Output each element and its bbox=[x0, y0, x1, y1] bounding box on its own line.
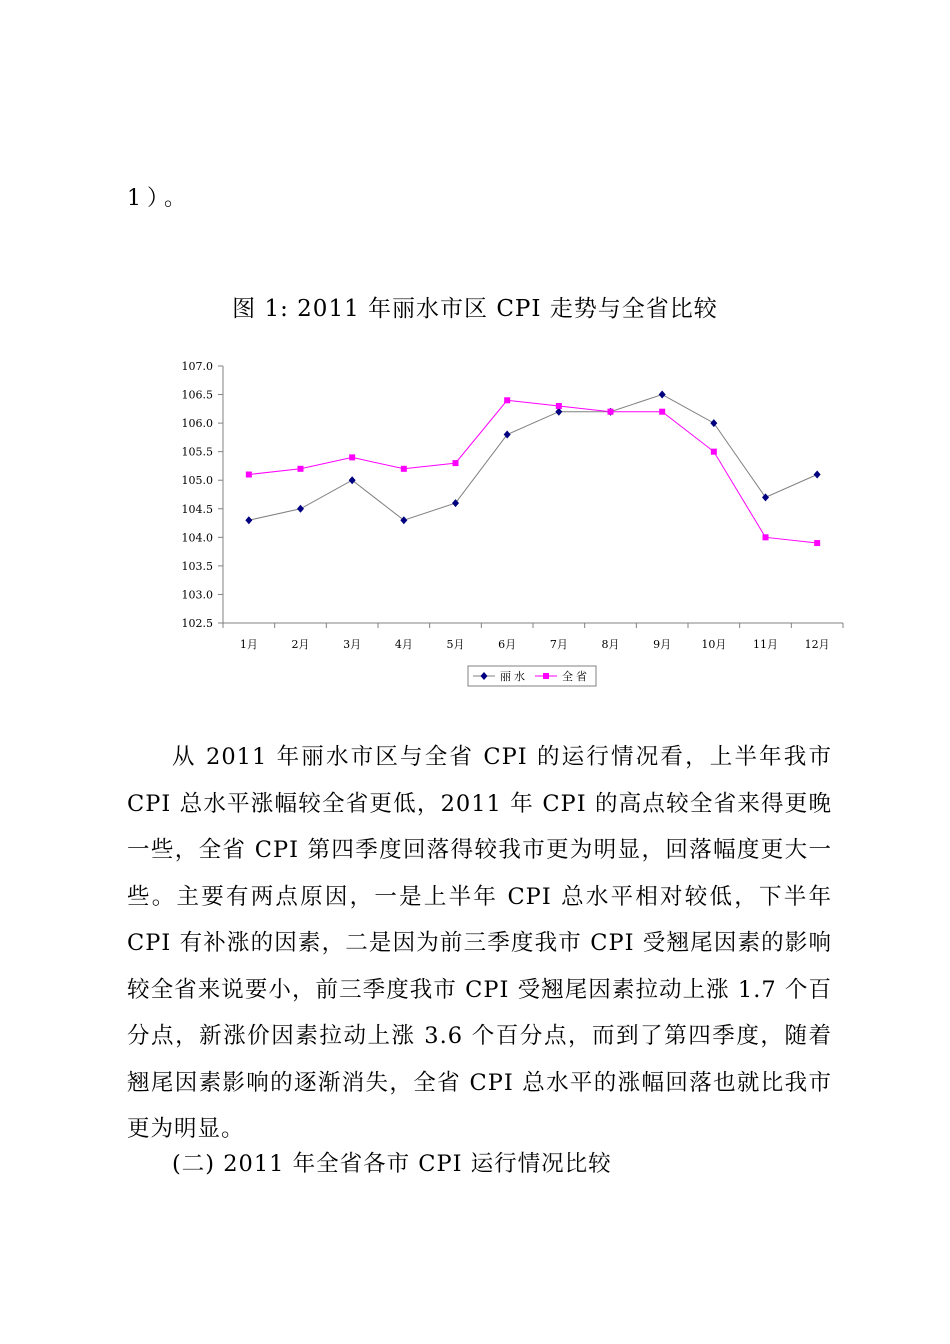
x-tick-label: 8月 bbox=[601, 638, 620, 651]
y-tick-label: 104.5 bbox=[181, 502, 213, 516]
data-point-1 bbox=[246, 472, 252, 478]
x-tick-label: 10月 bbox=[701, 638, 727, 651]
preceding-text-fragment: 1）。 bbox=[127, 186, 192, 211]
x-tick-label: 1月 bbox=[239, 638, 258, 651]
y-tick-label: 106.0 bbox=[181, 417, 213, 431]
x-tick-label: 9月 bbox=[653, 638, 672, 651]
legend-label-1: 全省 bbox=[562, 670, 590, 683]
data-point-1 bbox=[659, 409, 665, 415]
x-tick-label: 4月 bbox=[394, 638, 413, 651]
data-point-0 bbox=[349, 476, 356, 484]
data-point-1 bbox=[608, 409, 614, 415]
legend-marker-1 bbox=[543, 673, 549, 679]
data-point-1 bbox=[711, 449, 717, 455]
x-tick-label: 2月 bbox=[291, 638, 310, 651]
data-point-1 bbox=[763, 534, 769, 540]
data-point-1 bbox=[453, 460, 459, 466]
series-line-1 bbox=[249, 400, 817, 543]
y-tick-label: 104.0 bbox=[181, 531, 213, 545]
y-tick-label: 103.5 bbox=[181, 559, 213, 573]
body-paragraph: 从 2011 年丽水市区与全省 CPI 的运行情况看，上半年我市 CPI 总水平涨幅较全省更低，2011 年 CPI 的高点较全省来得更晚一些，全省 CPI 第四季度回落得较我市更为明显，回落幅度更大一些。主要有两点原因，一是上半年 CPI 总水平相对较低，下半年 CPI 有补涨的因素，二是因为前三季度我市 CPI 受翘尾因素的影响较全省来说要小，前三季度我市 CPI 受翘尾因素拉动上涨 1.7 个百分点，新涨价因素拉动上涨 3.6 个百分点，而到了第四季度，随着翘尾因素影响的逐渐消失，全省 CPI 总水平的涨幅回落也就比我市更为明显。 bbox=[127, 744, 832, 1142]
y-tick-label: 105.0 bbox=[181, 474, 213, 488]
figure-title: 图 1: 2011 年丽水市区 CPI 走势与全省比较 bbox=[232, 296, 718, 322]
cpi-line-chart bbox=[150, 350, 850, 695]
legend-label-0: 丽水 bbox=[500, 670, 528, 683]
x-tick-label: 6月 bbox=[498, 638, 517, 651]
data-point-1 bbox=[349, 454, 355, 460]
data-point-0 bbox=[659, 391, 666, 399]
data-point-1 bbox=[814, 540, 820, 546]
x-tick-label: 3月 bbox=[343, 638, 362, 651]
data-point-1 bbox=[298, 466, 304, 472]
y-tick-label: 107.0 bbox=[181, 360, 213, 373]
data-point-0 bbox=[400, 516, 407, 524]
x-tick-label: 7月 bbox=[549, 638, 568, 651]
x-tick-label: 11月 bbox=[753, 638, 778, 651]
x-tick-label: 5月 bbox=[446, 638, 465, 651]
data-point-1 bbox=[504, 397, 510, 403]
y-tick-label: 103.0 bbox=[181, 588, 213, 602]
y-tick-label: 106.5 bbox=[181, 388, 213, 402]
data-point-0 bbox=[814, 471, 821, 479]
data-point-1 bbox=[556, 403, 562, 409]
data-point-0 bbox=[297, 505, 304, 513]
data-point-1 bbox=[401, 466, 407, 472]
series-line-0 bbox=[249, 395, 817, 521]
y-tick-label: 105.5 bbox=[181, 445, 213, 459]
y-tick-label: 102.5 bbox=[181, 617, 213, 630]
x-tick-label: 12月 bbox=[804, 638, 830, 651]
section-heading: (二) 2011 年全省各市 CPI 运行情况比较 bbox=[172, 1151, 612, 1177]
data-point-0 bbox=[245, 516, 252, 524]
